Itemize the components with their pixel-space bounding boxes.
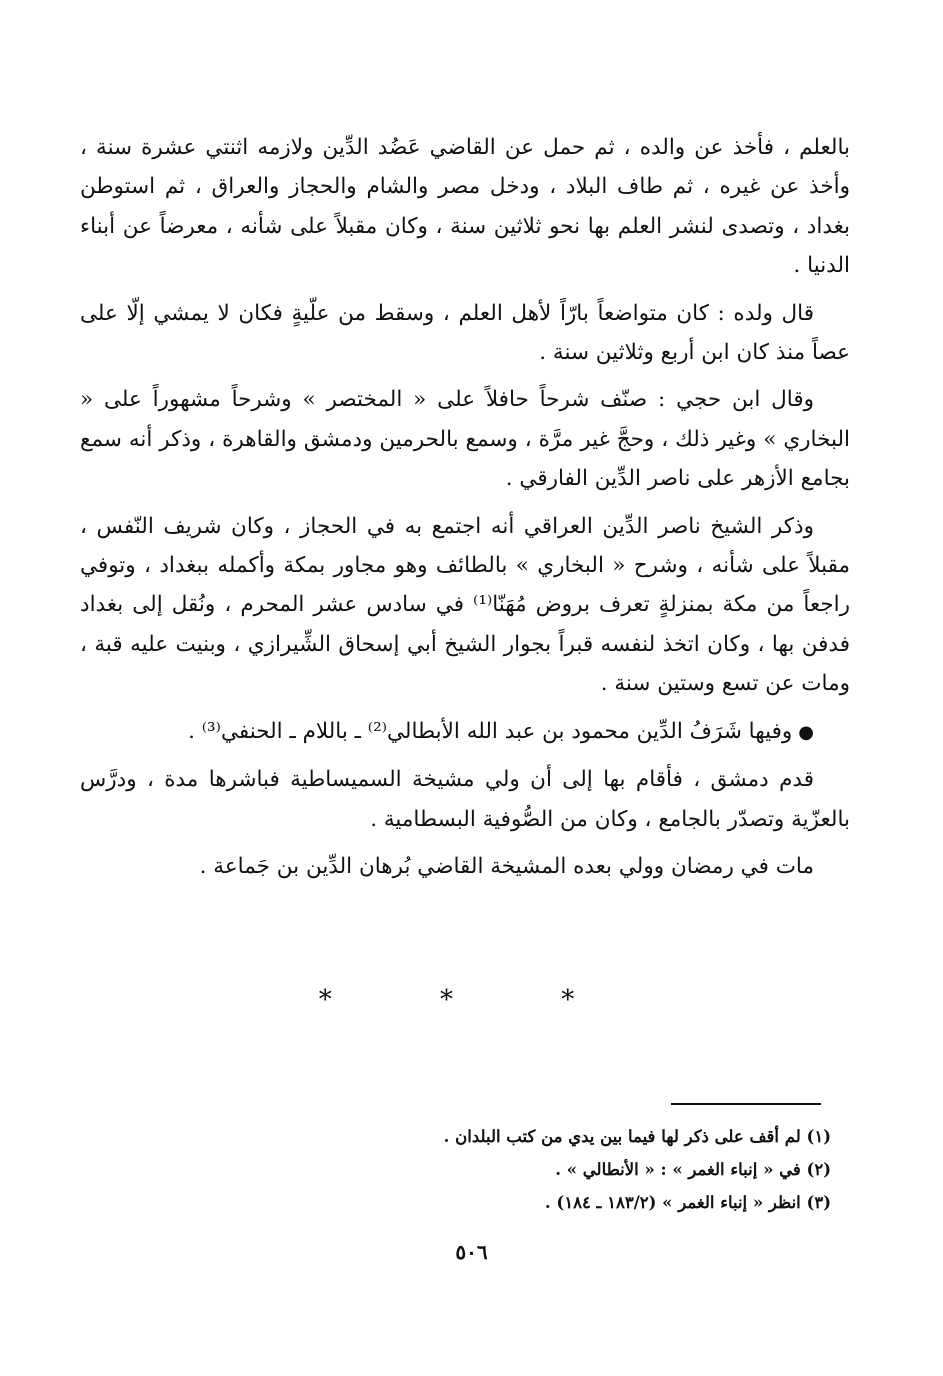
footnote: (٢) في « إنباء الغمر » : « الأنطالي » .	[555, 1160, 831, 1179]
footnote: (١) لم أقف على ذكر لها فيما بين يدي من كتب البلدان .	[443, 1127, 831, 1146]
paragraph-ibn-hijji: وقال ابن حجي : صنّف شرحاً حافلاً على « المختصر » وشرحاً مشهوراً على « البخاري » وغير ذلك ، وحجَّ غير مرَّة ، وسمع بالحرمين ودمشق والقاهرة ، وذكر أنه سمع بجامع الأزهر على ناصر الدِّين الفارقي .	[80, 387, 850, 492]
paragraph-continuation: بالعلم ، فأخذ عن والده ، ثم حمل عن القاضي عَضُد الدِّين ولازمه اثنتي عشرة سنة ، وأخذ عن غيره ، ثم طاف البلاد ، ودخل مصر والشام والحجاز والعراق ، ثم استوطن بغداد ، وتصدى لنشر العلم بها نحو ثلاثين سنة ، وكان مقبلاً على شأنه ، معرضاً عن أبناء الدنيا .	[80, 135, 850, 279]
entry-paragraph: قدم دمشق ، فأقام بها إلى أن ولي مشيخة السميساطية فباشرها مدة ، ودرَّس بالعزّية وتصدّر بالجامع ، وكان من الصُّوفية البسطامية .	[80, 767, 850, 832]
paragraph-iraqi-account: وذكر الشيخ ناصر الدِّين العراقي أنه اجتمع به في الحجاز ، وكان شريف النّفس ، مقبلاً على شأنه ، وشرح « البخاري » بالطائف وهو مجاور بمكة وأكمله ببغداد ، وتوفي راجعاً من مكة بمنزلةٍ تعرف بروض مُهَنّا⁽¹⁾ في سادس عشر المحرم ، ونُقل إلى بغداد فدفن بها ، وكان اتخذ لنفسه قبراً بجوار الشيخ أبي إسحاق الشِّيرازي ، وبنيت عليه قبة ، ومات عن تسع وستين سنة .	[80, 513, 850, 697]
footnotes	[111, 1120, 831, 1219]
page-number: ٥٠٦	[455, 1240, 488, 1264]
entry-heading-text: وفيها شَرَفُ الدِّين محمود بن عبد الله الأبطالي⁽²⁾ ـ باللام ـ الحنفي⁽³⁾ .	[188, 718, 793, 744]
footnote-rule	[671, 1103, 821, 1105]
main-text	[80, 128, 850, 894]
bullet-icon: ●	[798, 721, 814, 743]
entry-heading	[80, 712, 850, 752]
entry-paragraph: مات في رمضان وولي بعده المشيخة القاضي بُرهان الدِّين بن جَماعة .	[199, 853, 814, 879]
paragraph-son-quote: قال ولده : كان متواضعاً بارّاً لأهل العلم ، وسقط من علّيةٍ فكان لا يمشي إلّا على عصاً منذ كان ابن أربع وثلاثين سنة .	[80, 300, 850, 366]
footnote: (٣) انظر « إنباء الغمر » (١٨٣/٢ ـ ١٨٤) .	[544, 1193, 831, 1212]
section-separator: * * *	[318, 985, 625, 1015]
